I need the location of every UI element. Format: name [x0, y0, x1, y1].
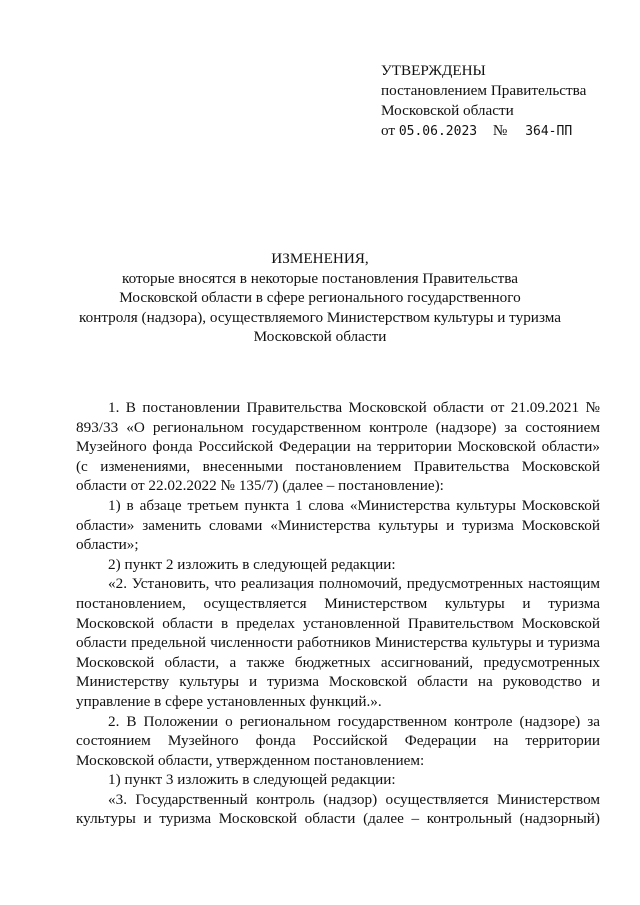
heading-line: Московской области в сфере регионального государственного — [119, 289, 521, 306]
paragraph: 2) пункт 2 изложить в следующей редакции: — [108, 555, 396, 573]
approval-number-sign: № — [492, 122, 508, 139]
paragraph: 2. В Положении о региональном государственном контроле (надзоре) за состоянием Музейного фонда Российской Федерации на территории Московской области, утвержденном постановлением: — [76, 712, 600, 769]
approval-date-prefix: от — [381, 122, 396, 139]
paragraph: 1) в абзаце третьем пункта 1 слова «Министерства культуры Московской области» заменить словами «Министерства культуры и туризма Московской области»; — [76, 496, 600, 554]
heading-line: контроля (надзора), осуществляемого Министерством культуры и туризма — [79, 308, 561, 326]
approval-line-1: постановлением Правительства — [381, 82, 587, 99]
heading-line: Московской области — [253, 328, 387, 345]
document-heading — [60, 249, 580, 347]
approval-block — [381, 61, 621, 142]
paragraph: «3. Государственный контроль (надзор) осуществляется Министерством культуры и туризма Московской области (далее – контрольный (надзорный) — [76, 790, 600, 828]
approval-date: 05.06.2023 — [398, 124, 478, 139]
heading-line: которые вносятся в некоторые постановления Правительства — [122, 269, 518, 287]
paragraph: 1) пункт 3 изложить в следующей редакции: — [108, 771, 396, 789]
approval-number: 364-ПП — [525, 124, 573, 139]
heading-title: ИЗМЕНЕНИЯ, — [271, 250, 369, 267]
approval-line-2: Московской области — [381, 102, 514, 119]
document-body — [76, 398, 600, 829]
approval-title: УТВЕРЖДЕНЫ — [381, 62, 486, 79]
paragraph: 1. В постановлении Правительства Московской области от 21.09.2021 № 893/33 «О региональном государственном контроле (надзоре) за состоянием Музейного фонда Российской Федерации на территории Московской области» (с изменениями, внесенными постановлением Правительства Московской области от 22.02.2022 № 135/7) (далее – постановление): — [76, 399, 600, 495]
paragraph: «2. Установить, что реализация полномочий, предусмотренных настоящим постановлением, осуществляется Министерством культуры и туризма Московской области в пределах установленной Правительством Московской области предельной численности работников Министерства культуры и туризма Московской области, а также бюджетных ассигнований, предусмотренных Министерству культуры и туризма Московской области на руководство и управление в сфере установленных функций.». — [76, 575, 600, 710]
approval-date-line — [381, 121, 621, 142]
